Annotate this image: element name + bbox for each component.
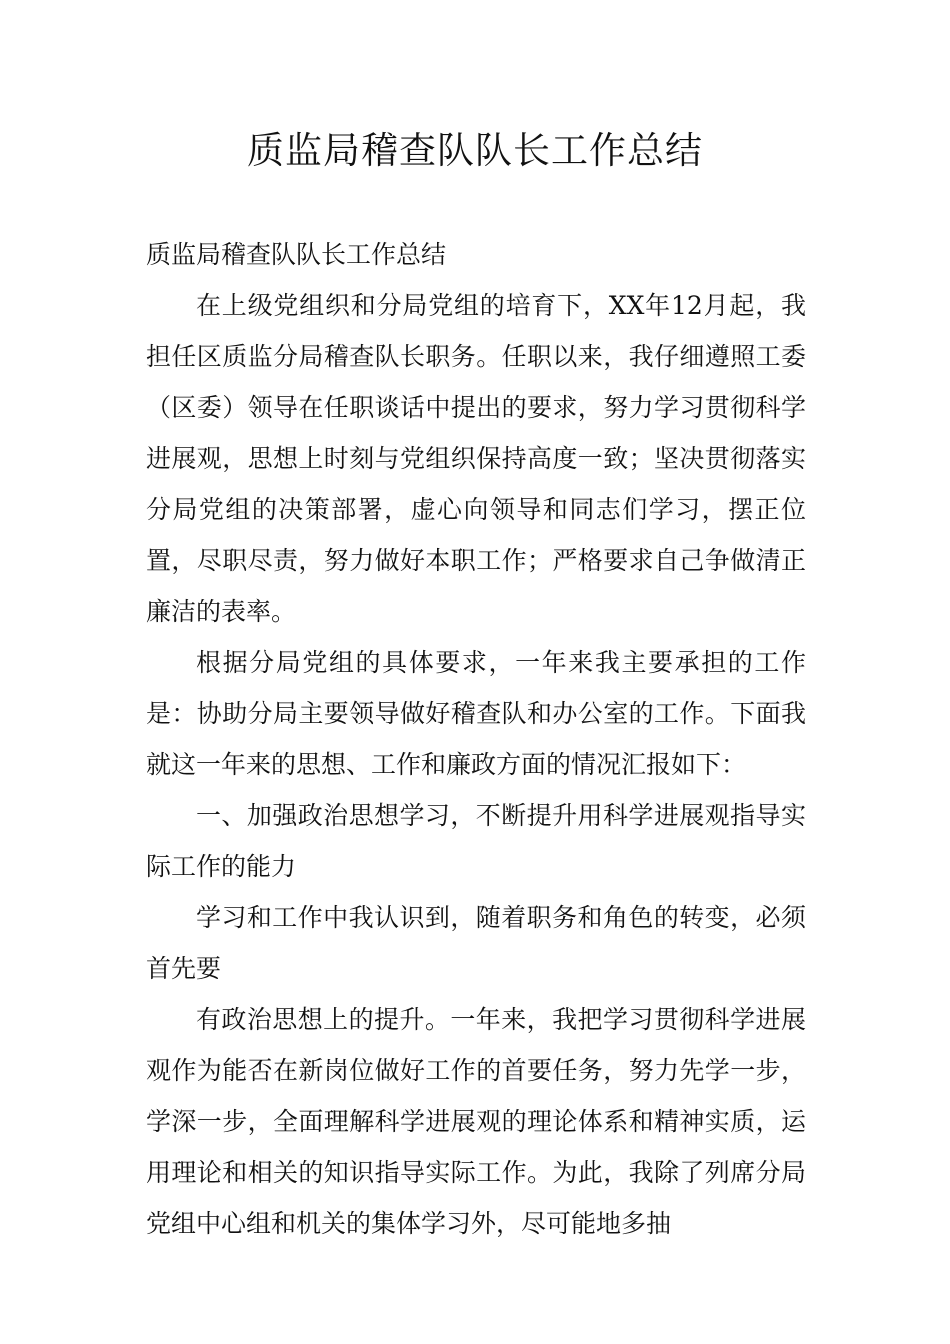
paragraph: 在上级党组织和分局党组的培育下，XX年12月起，我担任区质监分局稽查队长职务。任职以来，我仔细遵照工委（区委）领导在任职谈话中提出的要求，努力学习贯彻科学进展观，思想上时刻与党组织保持高度一致；坚决贯彻落实分局党组的决策部署，虚心向领导和同志们学习，摆正位置，尽职尽责，努力做好本职工作；严格要求自己争做清正廉洁的表率。 xyxy=(146,291,806,626)
paragraph: 根据分局党组的具体要求，一年来我主要承担的工作是：协助分局主要领导做好稽查队和办公室的工作。下面我就这一年来的思想、工作和廉政方面的情况汇报如下： xyxy=(146,648,806,779)
section-heading: 一、加强政治思想学习，不断提升用科学进展观指导实际工作的能力 xyxy=(146,801,806,881)
paragraph: 学习和工作中我认识到，随着职务和角色的转变，必须首先要 xyxy=(146,903,806,983)
document-body xyxy=(146,229,806,1249)
document-title: 质监局稽查队队长工作总结 xyxy=(247,129,703,172)
paragraph-heading: 质监局稽查队队长工作总结 xyxy=(146,240,447,269)
paragraph: 有政治思想上的提升。一年来，我把学习贯彻科学进展观作为能否在新岗位做好工作的首要任务，努力先学一步，学深一步，全面理解科学进展观的理论体系和精神实质，运用理论和相关的知识指导实际工作。为此，我除了列席分局党组中心组和机关的集体学习外，尽可能地多抽 xyxy=(146,1005,806,1238)
